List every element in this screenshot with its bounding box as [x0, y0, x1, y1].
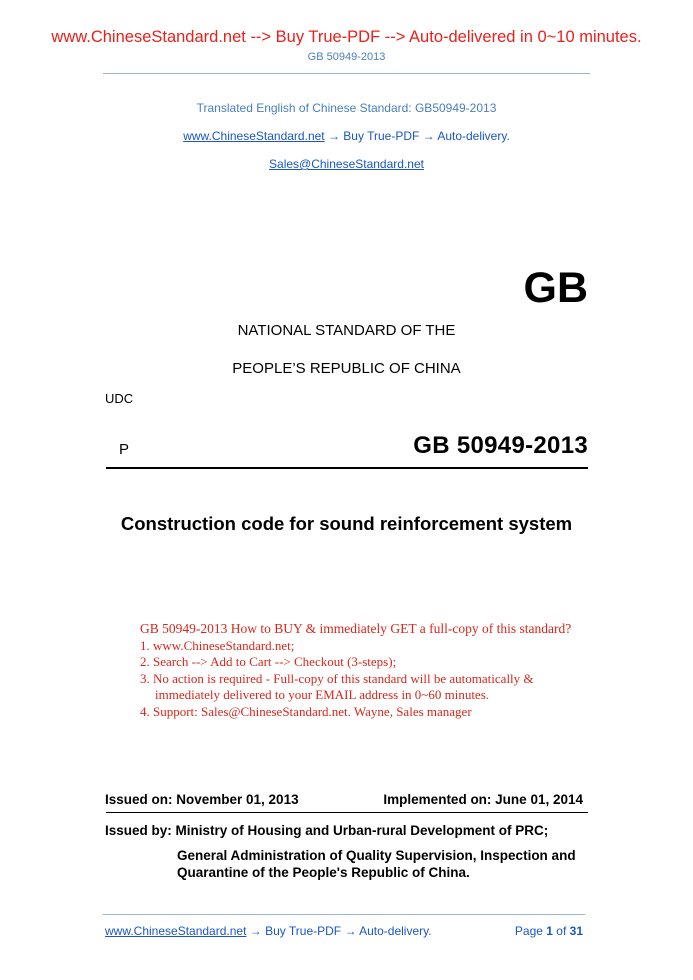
national-standard-line2: PEOPLE’S REPUBLIC OF CHINA: [232, 360, 461, 377]
footer-divider: [103, 914, 585, 915]
issued-by: Issued by: Ministry of Housing and Urban-rural Development of PRC;: [105, 823, 549, 838]
p-label: P: [119, 441, 130, 458]
footer-site-link[interactable]: www.ChineseStandard.net: [105, 924, 247, 938]
issued-by-second-org: General Administration of Quality Supervision, Inspection and Quarantine of the People's Republic of China.: [177, 848, 576, 880]
issued-on: Issued on: November 01, 2013: [105, 792, 299, 807]
page-current: 1: [546, 924, 553, 938]
purchase-step: 4. Support: Sales@ChineseStandard.net. Wayne, Sales manager: [140, 703, 472, 719]
gb-mark: GB: [523, 264, 588, 312]
header-standard-code: GB 50949-2013: [307, 51, 386, 63]
standard-number: GB 50949-2013: [413, 432, 588, 459]
title-rule: [106, 467, 588, 469]
header-divider: [103, 73, 590, 74]
purchase-step: 2. Search --> Add to Cart --> Checkout (3-steps);: [140, 654, 397, 669]
buy-text: → Buy True-PDF → Auto-delivery.: [324, 129, 510, 143]
sales-email-link[interactable]: Sales@ChineseStandard.net: [269, 157, 424, 171]
sales-email-line: [0, 157, 693, 171]
issue-rule: [106, 812, 588, 813]
implemented-on: Implemented on: June 01, 2014: [383, 792, 583, 807]
footer-buy-text: → Buy True-PDF → Auto-delivery.: [246, 924, 432, 938]
top-banner: www.ChineseStandard.net --> Buy True-PDF --> Auto-delivered in 0~10 minutes.: [51, 28, 642, 46]
buy-line: [0, 129, 693, 143]
site-link[interactable]: www.ChineseStandard.net: [183, 129, 325, 143]
page-separator: of: [552, 924, 570, 938]
page-total: 31: [569, 924, 583, 938]
translated-note: Translated English of Chinese Standard: GB50949-2013: [196, 101, 497, 115]
purchase-heading: GB 50949-2013 How to BUY & immediately GET a full-copy of this standard?: [140, 621, 572, 636]
national-standard-line1: NATIONAL STANDARD OF THE: [237, 322, 456, 339]
purchase-notice: [140, 621, 571, 720]
purchase-step: 1. www.ChineseStandard.net;: [140, 637, 295, 653]
document-title: Construction code for sound reinforcement system: [120, 513, 573, 534]
purchase-step: 3. No action is required - Full-copy of this standard will be automatically & immediately delivered to your EMAIL address in 0~60 minutes.: [140, 670, 534, 702]
udc-label: UDC: [105, 391, 134, 406]
footer-buy-line: [105, 924, 432, 938]
page-indicator: [515, 924, 583, 938]
page-label: Page: [514, 924, 547, 938]
